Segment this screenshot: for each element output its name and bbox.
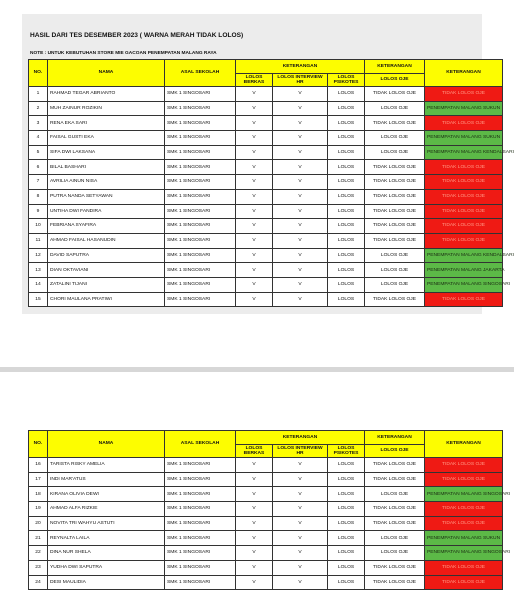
cell-asal-sekolah: SMK 1 SINGOSARI: [165, 248, 236, 263]
table-row: [29, 175, 503, 190]
cell-keterangan: PENEMPATAN MALANG SINGOSARI: [425, 546, 503, 561]
cell-lolos-oje: TIDAK LOLOS OJE: [365, 472, 425, 487]
cell-nama: DAVID SAPUTRA: [48, 248, 165, 263]
header-keterangan-group: KETERANGAN: [236, 431, 365, 445]
cell-keterangan: TIDAK LOLOS OJE: [425, 472, 503, 487]
cell-lolos-psikotes: LOLOS: [328, 277, 365, 292]
cell-lolos-interview: V: [273, 204, 328, 219]
cell-lolos-berkas: V: [236, 175, 273, 190]
table-row: [29, 292, 503, 307]
cell-lolos-berkas: V: [236, 458, 273, 473]
cell-lolos-psikotes: LOLOS: [328, 87, 365, 102]
cell-keterangan: PENEMPATAN MALANG SUKUN: [425, 101, 503, 116]
cell-keterangan: TIDAK LOLOS OJE: [425, 219, 503, 234]
cell-nama: CHORI MAULANA PRATIWI: [48, 292, 165, 307]
cell-lolos-psikotes: LOLOS: [328, 575, 365, 590]
cell-nama: FAISAL GUSTI EKA: [48, 131, 165, 146]
cell-asal-sekolah: SMK 1 SINGOSARI: [165, 116, 236, 131]
cell-nama: UNTIHA DWI FANDIRA: [48, 204, 165, 219]
cell-lolos-interview: V: [273, 546, 328, 561]
cell-nama: NOVITA TRI WAHYU ASTUTI: [48, 516, 165, 531]
cell-no: 7: [29, 175, 48, 190]
table-row: [29, 277, 503, 292]
document-title: HASIL DARI TES DESEMBER 2023 ( WARNA MERAH TIDAK LOLOS): [30, 32, 244, 39]
table-body: [29, 87, 514, 307]
cell-keterangan: PENEMPATAN MALANG KENDALSARI: [425, 248, 503, 263]
cell-no: 18: [29, 487, 48, 502]
cell-lolos-interview: V: [273, 175, 328, 190]
cell-lolos-berkas: V: [236, 263, 273, 278]
header-keterangan: KETERANGAN: [425, 431, 503, 458]
cell-lolos-berkas: V: [236, 87, 273, 102]
cell-asal-sekolah: SMK 1 SINGOSARI: [165, 175, 236, 190]
cell-lolos-psikotes: LOLOS: [328, 531, 365, 546]
cell-lolos-oje: LOLOS OJE: [365, 131, 425, 146]
table-row: [29, 248, 503, 263]
cell-no: 9: [29, 204, 48, 219]
cell-lolos-interview: V: [273, 575, 328, 590]
cell-lolos-psikotes: LOLOS: [328, 204, 365, 219]
cell-nama: RAHMAD TEGAR ABRIANTO: [48, 87, 165, 102]
table-row: [29, 101, 503, 116]
header-lolos-psikotes: LOLOS PSIKOTES: [328, 73, 365, 87]
table-row: [29, 472, 503, 487]
table-row: [29, 204, 503, 219]
cell-nama: TARISTA RISKY AMELIA: [48, 458, 165, 473]
header-lolos-berkas: LOLOS BERKAS: [236, 444, 273, 458]
table-row: [29, 560, 503, 575]
cell-no: 19: [29, 502, 48, 517]
results-table-2: [28, 430, 511, 590]
cell-keterangan: PENEMPATAN MALANG JAKARTA: [425, 263, 503, 278]
cell-lolos-psikotes: LOLOS: [328, 145, 365, 160]
cell-lolos-psikotes: LOLOS: [328, 516, 365, 531]
cell-keterangan: TIDAK LOLOS OJE: [425, 189, 503, 204]
cell-no: 6: [29, 160, 48, 175]
table-header: [29, 431, 503, 458]
cell-lolos-oje: LOLOS OJE: [365, 277, 425, 292]
cell-asal-sekolah: SMK 1 SINGOSARI: [165, 189, 236, 204]
cell-nama: SIFA DWI LAKSANA: [48, 145, 165, 160]
cell-lolos-oje: TIDAK LOLOS OJE: [365, 502, 425, 517]
table-row: [29, 458, 503, 473]
cell-lolos-oje: TIDAK LOLOS OJE: [365, 292, 425, 307]
cell-lolos-psikotes: LOLOS: [328, 101, 365, 116]
cell-lolos-oje: TIDAK LOLOS OJE: [365, 189, 425, 204]
cell-nama: REYNALTA LAILA: [48, 531, 165, 546]
header-lolos-interview: LOLOS INTERVIEW HR: [273, 444, 328, 458]
document-note: NOTE : UNTUK KEBUTUHAN STORE MIE GACOAN PENEMPATAN MALANG RAYA: [30, 51, 217, 56]
table-row: [29, 131, 503, 146]
cell-no: 23: [29, 560, 48, 575]
cell-lolos-interview: V: [273, 160, 328, 175]
cell-lolos-interview: V: [273, 233, 328, 248]
results-table-1: [28, 59, 514, 307]
cell-asal-sekolah: SMK 1 SINGOSARI: [165, 131, 236, 146]
cell-asal-sekolah: SMK 1 SINGOSARI: [165, 560, 236, 575]
table-row: [29, 233, 503, 248]
cell-lolos-psikotes: LOLOS: [328, 160, 365, 175]
header-asal-sekolah: ASAL SEKOLAH: [165, 60, 236, 87]
cell-asal-sekolah: SMK 1 SINGOSARI: [165, 219, 236, 234]
cell-lolos-psikotes: LOLOS: [328, 560, 365, 575]
cell-asal-sekolah: SMK 1 SINGOSARI: [165, 145, 236, 160]
cell-lolos-oje: TIDAK LOLOS OJE: [365, 160, 425, 175]
cell-lolos-berkas: V: [236, 575, 273, 590]
cell-nama: PUTRA NANDA SETYAWAN: [48, 189, 165, 204]
header-lolos-interview: LOLOS INTERVIEW HR: [273, 73, 328, 87]
cell-asal-sekolah: SMK 1 SINGOSARI: [165, 263, 236, 278]
cell-lolos-berkas: V: [236, 160, 273, 175]
cell-lolos-oje: TIDAK LOLOS OJE: [365, 233, 425, 248]
cell-keterangan: TIDAK LOLOS OJE: [425, 87, 503, 102]
cell-lolos-psikotes: LOLOS: [328, 219, 365, 234]
cell-lolos-oje: TIDAK LOLOS OJE: [365, 175, 425, 190]
cell-asal-sekolah: SMK 1 SINGOSARI: [165, 487, 236, 502]
cell-no: 10: [29, 219, 48, 234]
cell-asal-sekolah: SMK 1 SINGOSARI: [165, 458, 236, 473]
cell-keterangan: TIDAK LOLOS OJE: [425, 502, 503, 517]
header-lolos-berkas: LOLOS BERKAS: [236, 73, 273, 87]
cell-keterangan: PENEMPATAN MALANG KENDALSARI: [425, 145, 503, 160]
cell-lolos-oje: TIDAK LOLOS OJE: [365, 87, 425, 102]
cell-lolos-berkas: V: [236, 145, 273, 160]
cell-asal-sekolah: SMK 1 SINGOSARI: [165, 87, 236, 102]
cell-asal-sekolah: SMK 1 SINGOSARI: [165, 575, 236, 590]
cell-lolos-oje: LOLOS OJE: [365, 248, 425, 263]
cell-asal-sekolah: SMK 1 SINGOSARI: [165, 516, 236, 531]
cell-lolos-interview: V: [273, 458, 328, 473]
cell-lolos-berkas: V: [236, 546, 273, 561]
header-nama: NAMA: [48, 431, 165, 458]
cell-nama: ZATALINI TIJANI: [48, 277, 165, 292]
cell-lolos-berkas: V: [236, 101, 273, 116]
cell-asal-sekolah: SMK 1 SINGOSARI: [165, 233, 236, 248]
cell-no: 15: [29, 292, 48, 307]
cell-nama: DINA NUR SHELA: [48, 546, 165, 561]
cell-lolos-interview: V: [273, 145, 328, 160]
cell-lolos-oje: LOLOS OJE: [365, 546, 425, 561]
table-row: [29, 546, 503, 561]
cell-asal-sekolah: SMK 1 SINGOSARI: [165, 531, 236, 546]
cell-lolos-oje: TIDAK LOLOS OJE: [365, 458, 425, 473]
cell-keterangan: TIDAK LOLOS OJE: [425, 516, 503, 531]
cell-lolos-interview: V: [273, 277, 328, 292]
cell-lolos-psikotes: LOLOS: [328, 487, 365, 502]
table-row: [29, 87, 503, 102]
cell-no: 3: [29, 116, 48, 131]
cell-lolos-berkas: V: [236, 131, 273, 146]
header-keterangan-oje-group: KETERANGAN: [365, 431, 425, 445]
cell-lolos-interview: V: [273, 472, 328, 487]
cell-nama: KIRANA OLIVIA DEWI: [48, 487, 165, 502]
cell-nama: DESI MAULIDIA: [48, 575, 165, 590]
cell-lolos-interview: V: [273, 101, 328, 116]
cell-nama: BILAL BASHARI: [48, 160, 165, 175]
cell-nama: MUH ZAINUR ROZIKIN: [48, 101, 165, 116]
cell-no: 14: [29, 277, 48, 292]
cell-nama: DIAN OKTAVIANI: [48, 263, 165, 278]
cell-lolos-berkas: V: [236, 531, 273, 546]
cell-lolos-interview: V: [273, 116, 328, 131]
cell-lolos-psikotes: LOLOS: [328, 263, 365, 278]
cell-nama: AHMAD ALFA RIZKIE: [48, 502, 165, 517]
cell-lolos-psikotes: LOLOS: [328, 116, 365, 131]
cell-lolos-psikotes: LOLOS: [328, 292, 365, 307]
cell-lolos-interview: V: [273, 560, 328, 575]
cell-keterangan: TIDAK LOLOS OJE: [425, 458, 503, 473]
cell-lolos-berkas: V: [236, 560, 273, 575]
table-body: [29, 458, 511, 590]
cell-keterangan: TIDAK LOLOS OJE: [425, 116, 503, 131]
cell-lolos-interview: V: [273, 487, 328, 502]
cell-lolos-oje: LOLOS OJE: [365, 145, 425, 160]
cell-no: 2: [29, 101, 48, 116]
cell-no: 22: [29, 546, 48, 561]
cell-lolos-oje: LOLOS OJE: [365, 531, 425, 546]
cell-asal-sekolah: SMK 1 SINGOSARI: [165, 472, 236, 487]
cell-keterangan: TIDAK LOLOS OJE: [425, 560, 503, 575]
cell-no: 12: [29, 248, 48, 263]
cell-no: 8: [29, 189, 48, 204]
cell-no: 4: [29, 131, 48, 146]
cell-lolos-berkas: V: [236, 248, 273, 263]
cell-asal-sekolah: SMK 1 SINGOSARI: [165, 204, 236, 219]
cell-lolos-interview: V: [273, 131, 328, 146]
cell-no: 11: [29, 233, 48, 248]
header-keterangan: KETERANGAN: [425, 60, 503, 87]
cell-lolos-psikotes: LOLOS: [328, 458, 365, 473]
table-header: [29, 60, 503, 87]
table-row: [29, 531, 503, 546]
cell-asal-sekolah: SMK 1 SINGOSARI: [165, 502, 236, 517]
cell-lolos-interview: V: [273, 248, 328, 263]
cell-lolos-interview: V: [273, 263, 328, 278]
cell-lolos-oje: LOLOS OJE: [365, 487, 425, 502]
cell-lolos-interview: V: [273, 189, 328, 204]
cell-lolos-berkas: V: [236, 204, 273, 219]
cell-lolos-interview: V: [273, 516, 328, 531]
cell-lolos-psikotes: LOLOS: [328, 502, 365, 517]
cell-lolos-berkas: V: [236, 516, 273, 531]
table-row: [29, 575, 503, 590]
cell-keterangan: TIDAK LOLOS OJE: [425, 175, 503, 190]
cell-lolos-psikotes: LOLOS: [328, 546, 365, 561]
table-row: [29, 116, 503, 131]
cell-lolos-berkas: V: [236, 233, 273, 248]
cell-lolos-oje: LOLOS OJE: [365, 101, 425, 116]
cell-no: 24: [29, 575, 48, 590]
cell-lolos-berkas: V: [236, 292, 273, 307]
table-row: [29, 487, 503, 502]
cell-lolos-berkas: V: [236, 487, 273, 502]
cell-lolos-oje: TIDAK LOLOS OJE: [365, 204, 425, 219]
header-no: NO.: [29, 60, 48, 87]
cell-lolos-oje: TIDAK LOLOS OJE: [365, 516, 425, 531]
cell-lolos-berkas: V: [236, 189, 273, 204]
cell-keterangan: TIDAK LOLOS OJE: [425, 292, 503, 307]
cell-asal-sekolah: SMK 1 SINGOSARI: [165, 101, 236, 116]
cell-keterangan: PENEMPATAN MALANG SUKUN: [425, 131, 503, 146]
cell-nama: RENA EKA SARI: [48, 116, 165, 131]
cell-keterangan: TIDAK LOLOS OJE: [425, 160, 503, 175]
cell-keterangan: PENEMPATAN MALANG SINGOSARI: [425, 277, 503, 292]
cell-asal-sekolah: SMK 1 SINGOSARI: [165, 292, 236, 307]
cell-lolos-interview: V: [273, 531, 328, 546]
cell-nama: AHMAD FAISAL HASANUDIN: [48, 233, 165, 248]
table-row: [29, 145, 503, 160]
cell-lolos-berkas: V: [236, 219, 273, 234]
cell-no: 20: [29, 516, 48, 531]
cell-lolos-interview: V: [273, 502, 328, 517]
cell-keterangan: PENEMPATAN MALANG SUKUN: [425, 531, 503, 546]
table-row: [29, 263, 503, 278]
cell-lolos-psikotes: LOLOS: [328, 248, 365, 263]
header-keterangan-oje-group: KETERANGAN: [365, 60, 425, 74]
cell-no: 16: [29, 458, 48, 473]
table-row: [29, 160, 503, 175]
cell-lolos-oje: TIDAK LOLOS OJE: [365, 116, 425, 131]
cell-lolos-berkas: V: [236, 116, 273, 131]
cell-asal-sekolah: SMK 1 SINGOSARI: [165, 277, 236, 292]
cell-nama: FEBRIANA SYAFIRA: [48, 219, 165, 234]
cell-no: 1: [29, 87, 48, 102]
cell-no: 5: [29, 145, 48, 160]
cell-asal-sekolah: SMK 1 SINGOSARI: [165, 546, 236, 561]
table-row: [29, 219, 503, 234]
header-keterangan-group: KETERANGAN: [236, 60, 365, 74]
cell-keterangan: TIDAK LOLOS OJE: [425, 575, 503, 590]
header-nama: NAMA: [48, 60, 165, 87]
cell-lolos-interview: V: [273, 87, 328, 102]
header-no: NO.: [29, 431, 48, 458]
cell-keterangan: PENEMPATAN MALANG SINGOSARI: [425, 487, 503, 502]
cell-lolos-psikotes: LOLOS: [328, 175, 365, 190]
header-lolos-oje: LOLOS OJE: [365, 444, 425, 458]
header-lolos-oje: LOLOS OJE: [365, 73, 425, 87]
cell-lolos-interview: V: [273, 219, 328, 234]
cell-lolos-psikotes: LOLOS: [328, 131, 365, 146]
cell-no: 13: [29, 263, 48, 278]
cell-lolos-oje: LOLOS OJE: [365, 263, 425, 278]
cell-lolos-berkas: V: [236, 472, 273, 487]
cell-lolos-berkas: V: [236, 502, 273, 517]
table-row: [29, 502, 503, 517]
cell-keterangan: TIDAK LOLOS OJE: [425, 233, 503, 248]
cell-nama: INDI MAR'ATUS: [48, 472, 165, 487]
cell-lolos-psikotes: LOLOS: [328, 472, 365, 487]
cell-asal-sekolah: SMK 1 SINGOSARI: [165, 160, 236, 175]
cell-lolos-berkas: V: [236, 277, 273, 292]
cell-lolos-oje: TIDAK LOLOS OJE: [365, 575, 425, 590]
cell-nama: YUDHA DWI SAPUTRA: [48, 560, 165, 575]
header-asal-sekolah: ASAL SEKOLAH: [165, 431, 236, 458]
cell-nama: AVRILIA AINUN NISA: [48, 175, 165, 190]
table-row: [29, 516, 503, 531]
cell-keterangan: TIDAK LOLOS OJE: [425, 204, 503, 219]
table-row: [29, 189, 503, 204]
cell-no: 21: [29, 531, 48, 546]
cell-no: 17: [29, 472, 48, 487]
cell-lolos-oje: TIDAK LOLOS OJE: [365, 560, 425, 575]
cell-lolos-psikotes: LOLOS: [328, 189, 365, 204]
cell-lolos-interview: V: [273, 292, 328, 307]
cell-lolos-oje: TIDAK LOLOS OJE: [365, 219, 425, 234]
header-lolos-psikotes: LOLOS PSIKOTES: [328, 444, 365, 458]
cell-lolos-psikotes: LOLOS: [328, 233, 365, 248]
